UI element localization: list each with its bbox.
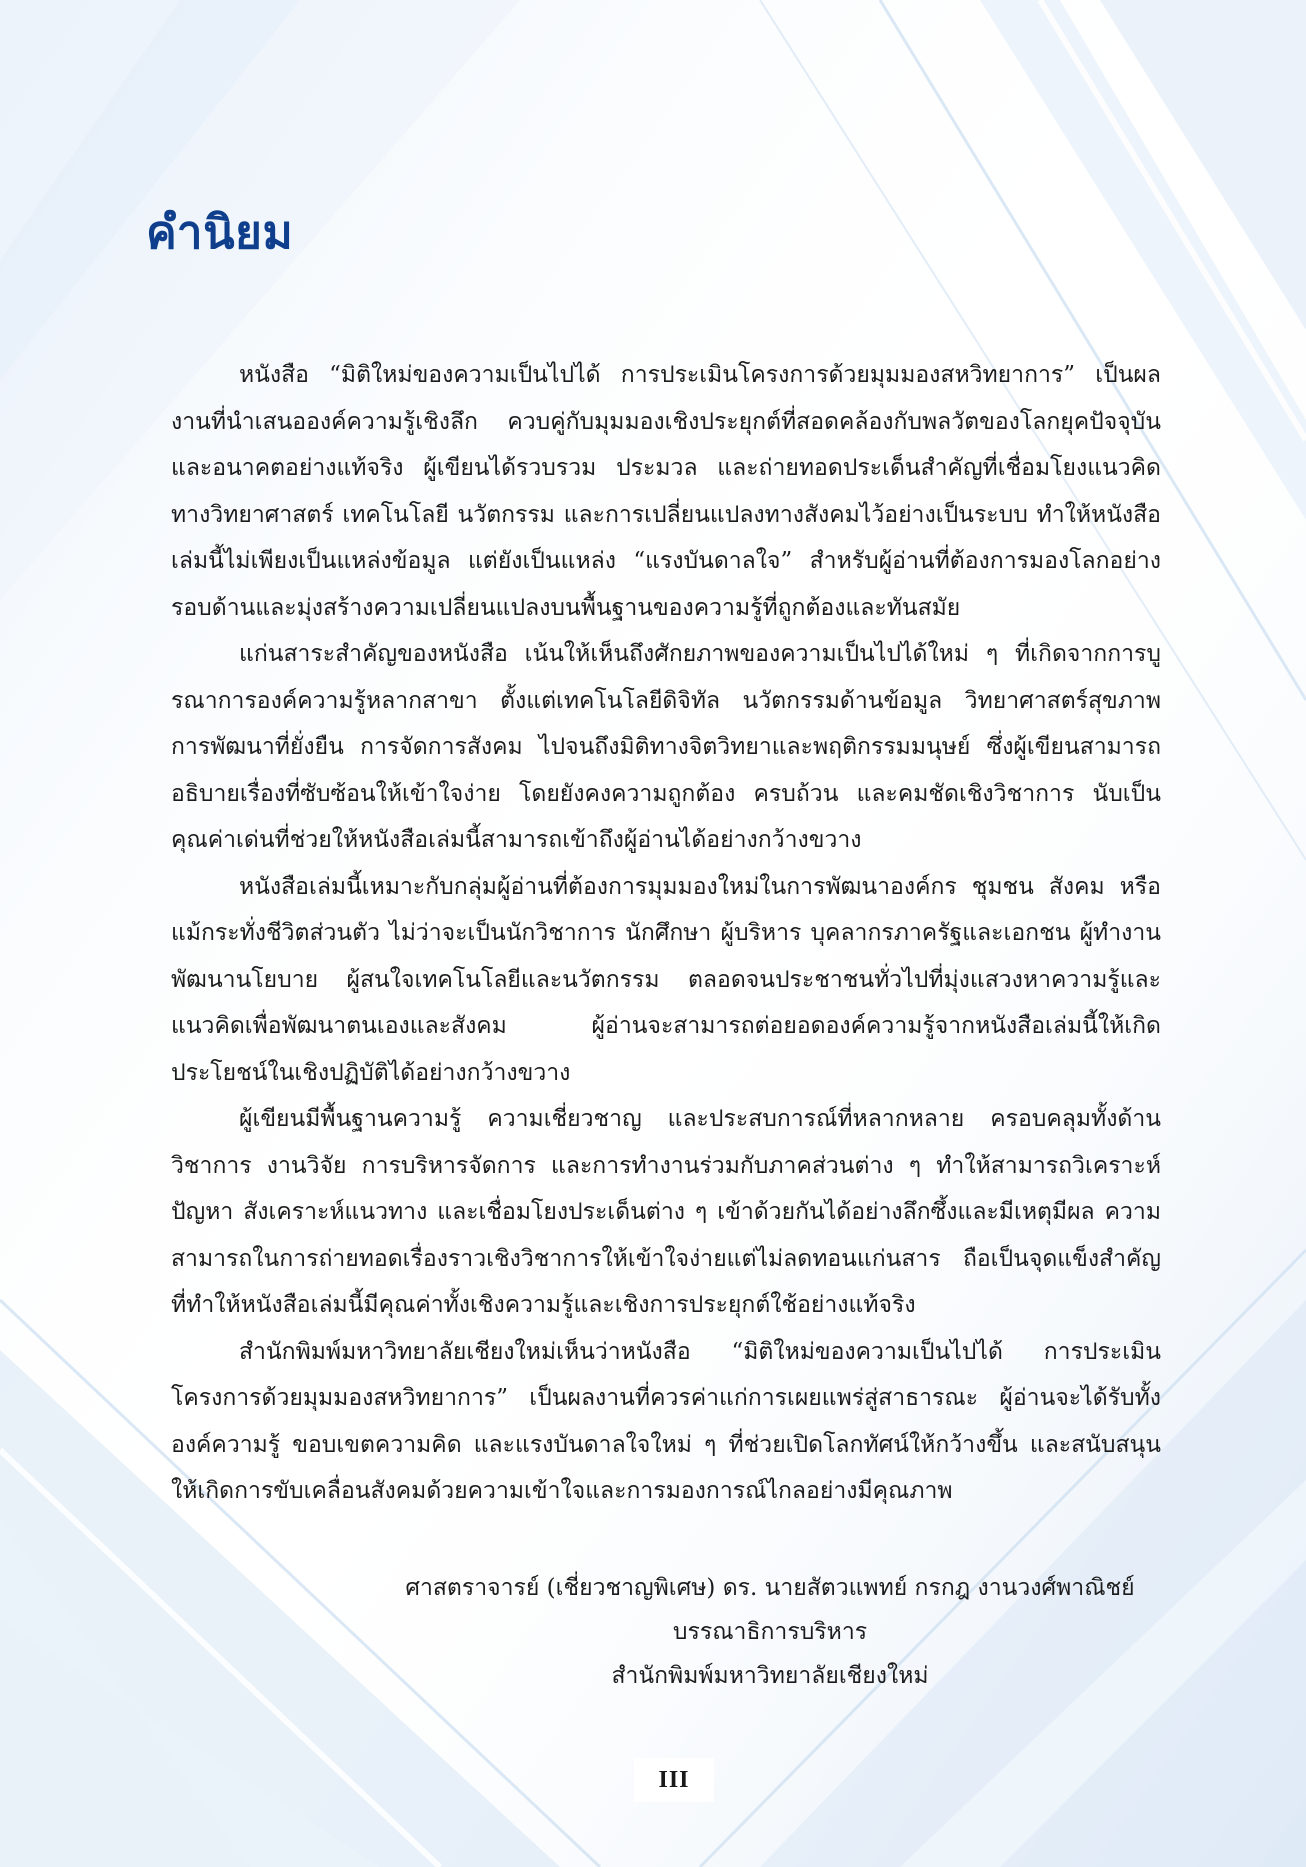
signatory-organization: สำนักพิมพ์มหาวิทยาลัยเชียงใหม่	[611, 1663, 929, 1689]
page-number-box	[634, 1758, 714, 1802]
signatory-position: บรรณาธิการบริหาร	[672, 1619, 868, 1645]
paragraph-3: หนังสือเล่มนี้เหมาะกับกลุ่มผู้อ่านที่ต้องการมุมมองใหม่ในการพัฒนาองค์กร ชุมชน สังคม หรือแม้กระทั่งชีวิตส่วนตัว ไม่ว่าจะเป็นนักวิชาการ นักศึกษา ผู้บริหาร บุคลากรภาครัฐและเอกชน ผู้ทำงานพัฒนานโยบาย ผู้สนใจเทคโนโลยีและนวัตกรรม ตลอดจนประชาชนทั่วไปที่มุ่งแสวงหาความรู้และแนวคิดเพื่อพัฒนาตนเองและสังคม ผู้อ่านจะสามารถต่อยอดองค์ความรู้จากหนังสือเล่มนี้ให้เกิดประโยชน์ในเชิงปฏิบัติได้อย่างกว้างขวาง	[171, 873, 1161, 1086]
foreword-body	[171, 352, 1161, 1515]
paragraph-5: สำนักพิมพ์มหาวิทยาลัยเชียงใหม่เห็นว่าหนังสือ “มิติใหม่ของความเป็นไปได้ การประเมินโครงการด้วยมุมมองสหวิทยาการ” เป็นผลงานที่ควรค่าแก่การเผยแพร่สู่สาธารณะ ผู้อ่านจะได้รับทั้งองค์ความรู้ ขอบเขตความคิด และแรงบันดาลใจใหม่ ๆ ที่ช่วยเปิดโลกทัศน์ให้กว้างขึ้น และสนับสนุนให้เกิดการขับเคลื่อนสังคมด้วยความเข้าใจและการมองการณ์ไกลอย่างมีคุณภาพ	[171, 1338, 1161, 1504]
paragraph-4: ผู้เขียนมีพื้นฐานความรู้ ความเชี่ยวชาญ และประสบการณ์ที่หลากหลาย ครอบคลุมทั้งด้านวิชาการ งานวิจัย การบริหารจัดการ และการทำงานร่วมกับภาคส่วนต่าง ๆ ทำให้สามารถวิเคราะห์ปัญหา สังเคราะห์แนวทาง และเชื่อมโยงประเด็นต่าง ๆ เข้าด้วยกันได้อย่างลึกซึ้งและมีเหตุมีผล ความสามารถในการถ่ายทอดเรื่องราวเชิงวิชาการให้เข้าใจง่ายแต่ไม่ลดทอนแก่นสาร ถือเป็นจุดแข็งสำคัญที่ทำให้หนังสือเล่มนี้มีคุณค่าทั้งเชิงความรู้และเชิงการประยุกต์ใช้อย่างแท้จริง	[171, 1106, 1161, 1318]
page-heading: คำนิยม	[146, 205, 294, 259]
paragraph-2: แก่นสาระสำคัญของหนังสือ เน้นให้เห็นถึงศักยภาพของความเป็นไปได้ใหม่ ๆ ที่เกิดจากการบูรณาการองค์ความรู้หลากสาขา ตั้งแต่เทคโนโลยีดิจิทัล นวัตกรรมด้านข้อมูล วิทยาศาสตร์สุขภาพ การพัฒนาที่ยั่งยืน การจัดการสังคม ไปจนถึงมิติทางจิตวิทยาและพฤติกรรมมนุษย์ ซึ่งผู้เขียนสามารถอธิบายเรื่องที่ซับซ้อนให้เข้าใจง่าย โดยยังคงความถูกต้อง ครบถ้วน และคมชัดเชิงวิชาการ นับเป็นคุณค่าเด่นที่ช่วยให้หนังสือเล่มนี้สามารถเข้าถึงผู้อ่านได้อย่างกว้างขวาง	[171, 641, 1161, 853]
paragraph-1: หนังสือ “มิติใหม่ของความเป็นไปได้ การประเมินโครงการด้วยมุมมองสหวิทยาการ” เป็นผลงานที่นำเสนอองค์ความรู้เชิงลึก ควบคู่กับมุมมองเชิงประยุกต์ที่สอดคล้องกับพลวัตของโลกยุคปัจจุบันและอนาคตอย่างแท้จริง ผู้เขียนได้รวบรวม ประมวล และถ่ายทอดประเด็นสำคัญที่เชื่อมโยงแนวคิดทางวิทยาศาสตร์ เทคโนโลยี นวัตกรรม และการเปลี่ยนแปลงทางสังคมไว้อย่างเป็นระบบ ทำให้หนังสือเล่มนี้ไม่เพียงเป็นแหล่งข้อมูล แต่ยังเป็นแหล่ง “แรงบันดาลใจ” สำหรับผู้อ่านที่ต้องการมองโลกอย่างรอบด้านและมุ่งสร้างความเปลี่ยนแปลงบนพื้นฐานของความรู้ที่ถูกต้องและทันสมัย	[171, 362, 1161, 621]
page-number: III	[658, 1766, 690, 1793]
signatory-name: ศาสตราจารย์ (เชี่ยวชาญพิเศษ) ดร. นายสัตวแพทย์ กรกฎ งานวงศ์พาณิชย์	[405, 1575, 1135, 1601]
signature-block	[380, 1566, 1160, 1698]
